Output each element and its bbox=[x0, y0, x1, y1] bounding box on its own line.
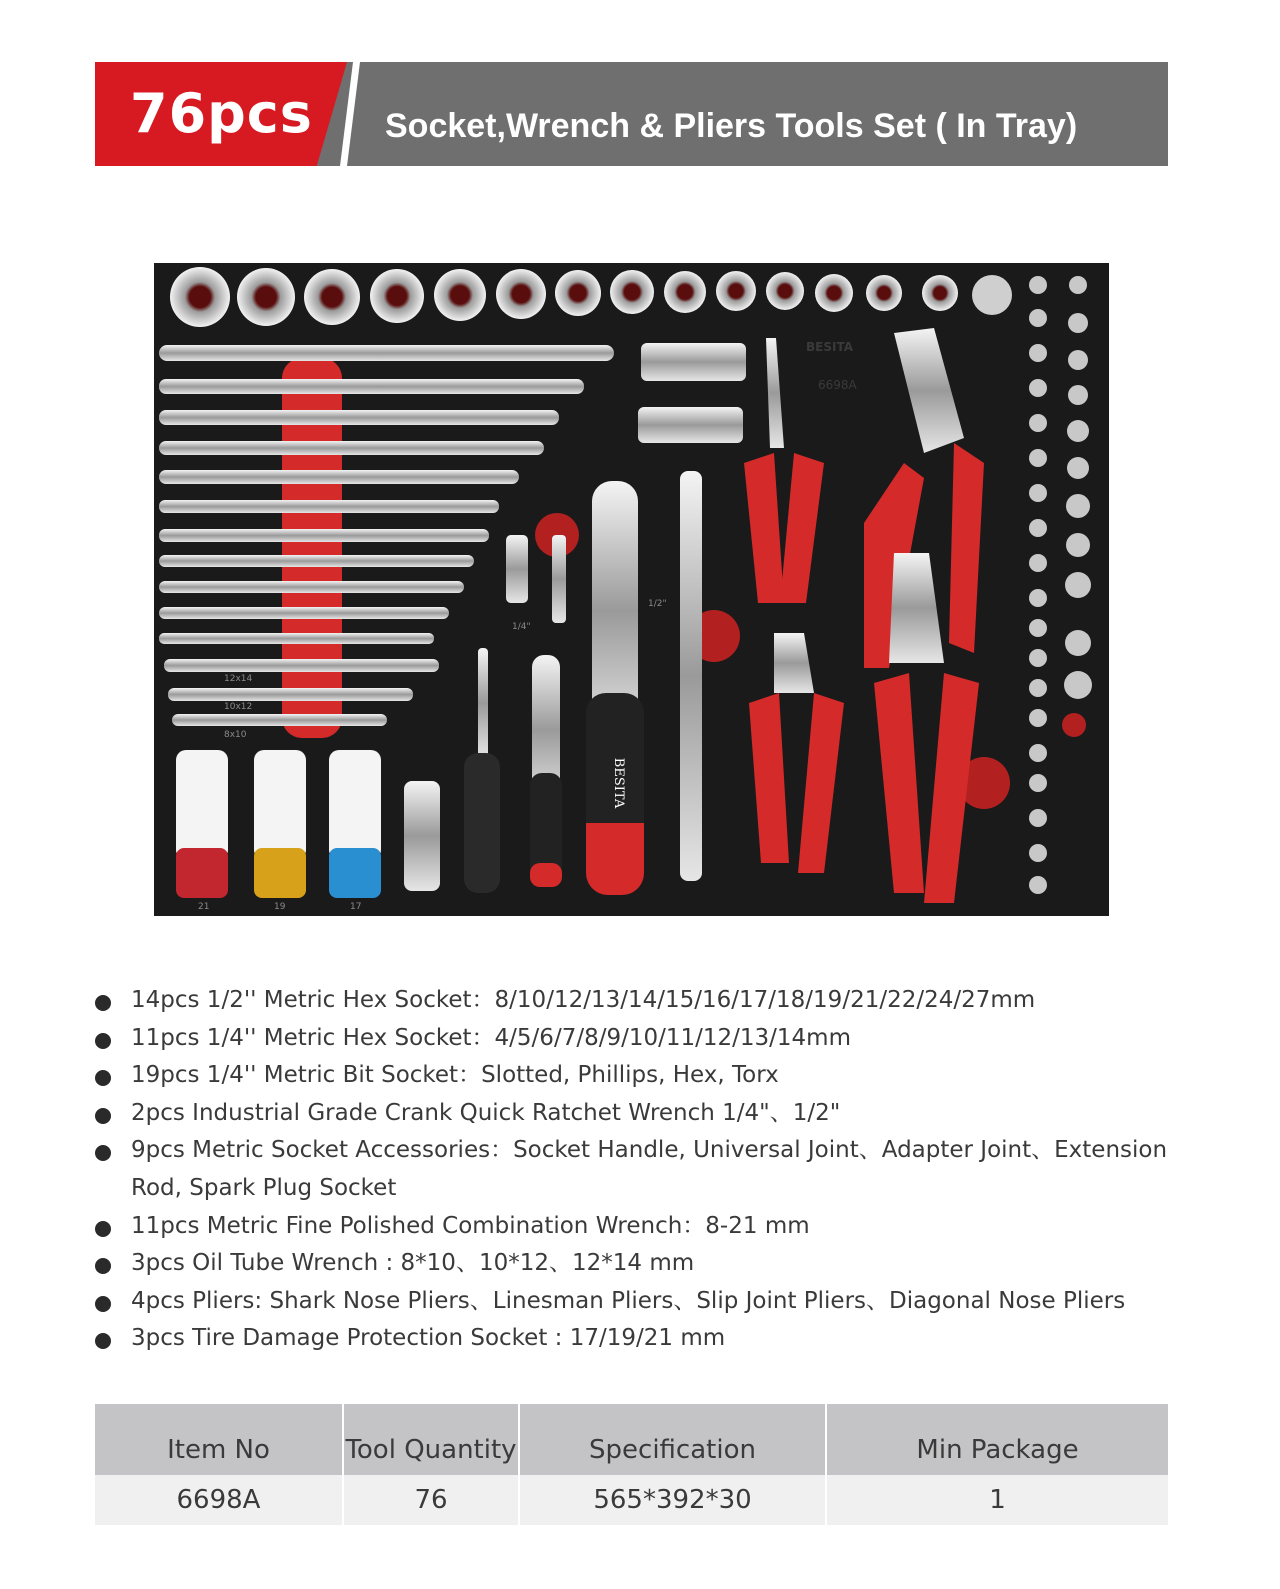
spark-plug-socket bbox=[641, 343, 746, 381]
bullet-icon bbox=[95, 1033, 111, 1049]
bullet-icon bbox=[95, 995, 111, 1011]
tire-protection-sockets bbox=[176, 750, 381, 898]
spec-text: 11pcs 1/4'' Metric Hex Socket：4/5/6/7/8/9/10/11/12/13/14mm bbox=[131, 1024, 851, 1051]
piece-count-badge: 76pcs bbox=[130, 82, 313, 145]
finger-cutout bbox=[1062, 713, 1086, 737]
product-photo bbox=[154, 263, 1109, 916]
header-banner bbox=[95, 62, 1168, 166]
bullet-icon bbox=[95, 1258, 111, 1274]
bullet-icon bbox=[95, 1221, 111, 1237]
header-specification: Specification bbox=[520, 1404, 827, 1475]
extension-bar bbox=[680, 471, 702, 881]
socket-handle-grip bbox=[464, 753, 500, 893]
product-title: Socket,Wrench & Pliers Tools Set ( In Tray) bbox=[385, 107, 1078, 145]
cell-tool-quantity: 76 bbox=[344, 1475, 520, 1525]
universal-joint bbox=[506, 535, 528, 603]
bullet-icon bbox=[95, 1145, 111, 1161]
bullet-icon bbox=[95, 1108, 111, 1124]
spec-text: 3pcs Oil Tube Wrench : 8*10、10*12、12*14 mm bbox=[131, 1250, 695, 1277]
spec-text: 4pcs Pliers: Shark Nose Pliers、Linesman Pliers、Slip Joint Pliers、Diagonal Nose Pliers bbox=[131, 1287, 1126, 1314]
ratchet-half-inch bbox=[586, 481, 644, 895]
spec-item bbox=[95, 1095, 1215, 1133]
spec-list bbox=[95, 982, 1215, 1358]
header-min-package: Min Package bbox=[916, 1434, 1079, 1465]
spec-item bbox=[95, 1208, 1215, 1246]
table-header bbox=[95, 1404, 1168, 1475]
cell-item-no: 6698A bbox=[95, 1475, 344, 1525]
tray-label: 8x10 bbox=[224, 730, 247, 740]
spec-text: 19pcs 1/4'' Metric Bit Socket：Slotted, Phillips, Hex, Torx bbox=[131, 1062, 779, 1089]
tray-label: 10x12 bbox=[224, 702, 253, 712]
ratchet-quarter-inch bbox=[530, 655, 562, 887]
tray-label: 12x14 bbox=[224, 674, 253, 684]
spec-item bbox=[95, 982, 1215, 1020]
spec-text: 11pcs Metric Fine Polished Combination Wrench：8-21 mm bbox=[131, 1212, 810, 1239]
tray-label: 21 bbox=[198, 902, 210, 912]
spec-text: 2pcs Industrial Grade Crank Quick Ratchet Wrench 1/4"、1/2" bbox=[131, 1099, 841, 1126]
cell-min-package: 1 bbox=[989, 1485, 1006, 1515]
tray-label: 19 bbox=[274, 902, 286, 912]
bullet-icon bbox=[95, 1296, 111, 1312]
spec-text: 14pcs 1/2'' Metric Hex Socket：8/10/12/13/14/15/16/17/18/19/21/22/24/27mm bbox=[131, 987, 1036, 1013]
spec-text: 3pcs Tire Damage Protection Socket : 17/19/21 mm bbox=[131, 1325, 726, 1352]
adapter bbox=[552, 535, 566, 623]
tray-label: 1/4" bbox=[512, 622, 531, 632]
tool-tray-illustration bbox=[154, 263, 1109, 916]
bullet-icon bbox=[95, 1333, 111, 1349]
spec-item bbox=[95, 1020, 1215, 1058]
tray-label: 17 bbox=[350, 902, 362, 912]
spec-item bbox=[95, 1245, 1215, 1283]
tray-brand: BESITA bbox=[806, 340, 853, 354]
spec-item bbox=[95, 1132, 1215, 1207]
spec-item bbox=[95, 1320, 1215, 1358]
handle-brand: BESITA bbox=[611, 757, 626, 809]
spark-plug-socket bbox=[638, 407, 743, 443]
spec-item bbox=[95, 1057, 1215, 1095]
header-item-no: Item No bbox=[95, 1404, 344, 1475]
tray-label: 1/2" bbox=[648, 599, 667, 609]
header-tool-quantity: Tool Quantity bbox=[344, 1404, 520, 1475]
spec-text: 9pcs Metric Socket Accessories：Socket Handle, Universal Joint、Adapter Joint、Extension Rod, Spark Plug Socket bbox=[131, 1137, 1168, 1201]
tray-model: 6698A bbox=[818, 378, 857, 392]
socket-handle bbox=[478, 648, 488, 758]
spec-item bbox=[95, 1283, 1215, 1321]
table-row bbox=[95, 1475, 1168, 1525]
product-table bbox=[95, 1404, 1168, 1525]
bullet-icon bbox=[95, 1070, 111, 1086]
universal-joint-large bbox=[404, 781, 440, 891]
cell-specification: 565*392*30 bbox=[520, 1475, 827, 1525]
